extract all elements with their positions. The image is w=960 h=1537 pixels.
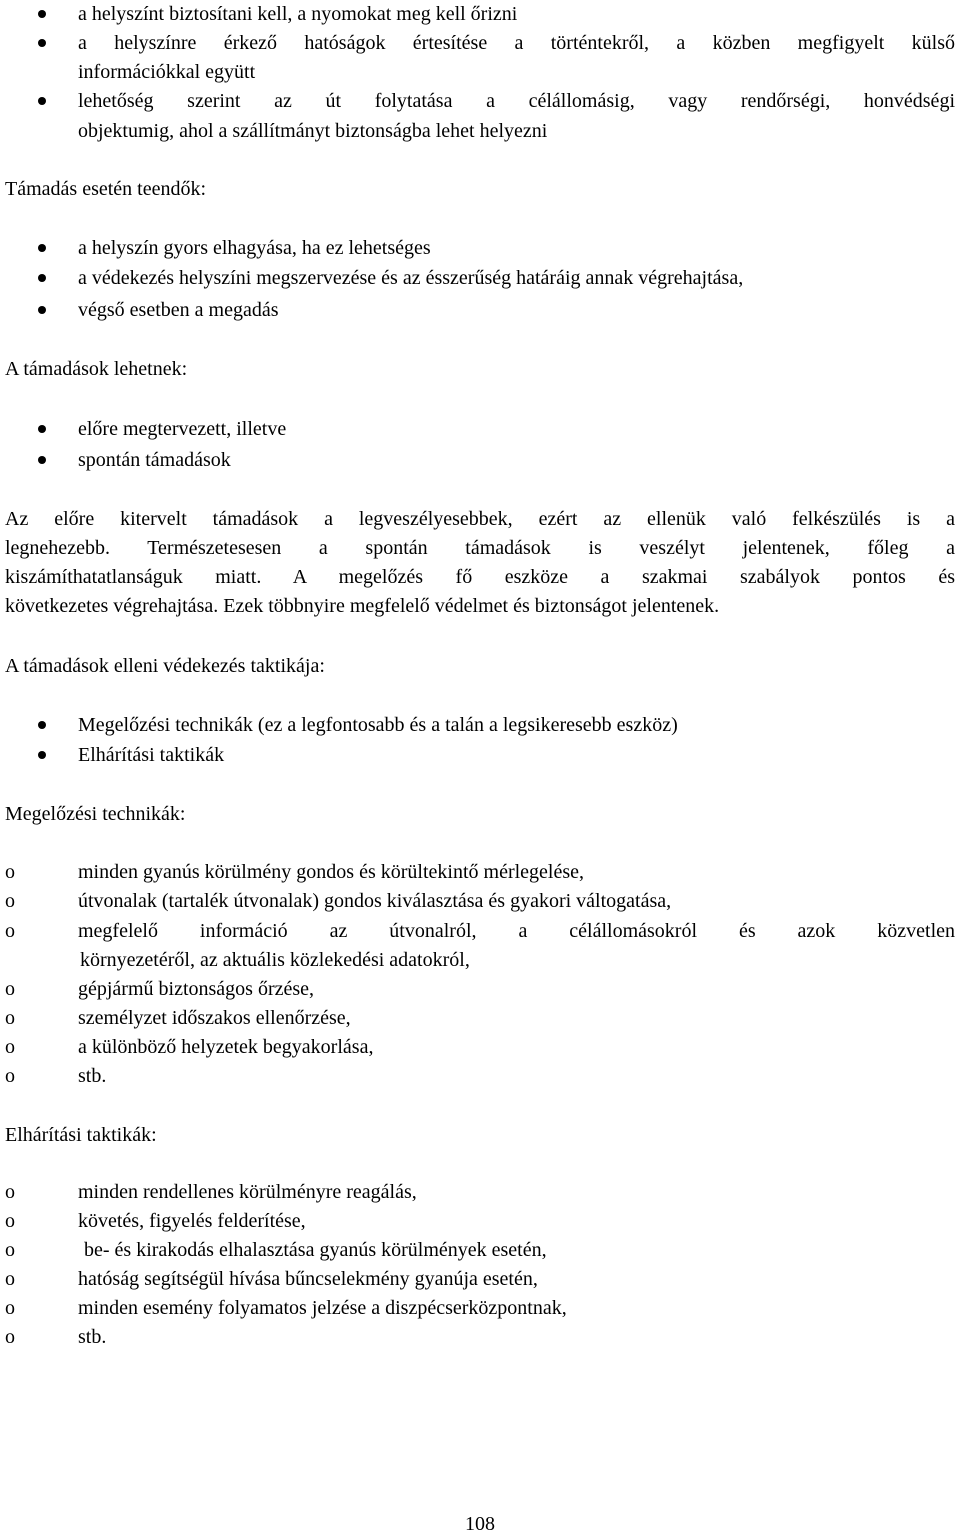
list-item-text: stb. — [78, 1065, 107, 1087]
list-item-text: információkkal együtt — [78, 61, 256, 83]
list-item-text: hatóság segítségül hívása bűncselekmény gyanúja esetén, — [78, 1268, 538, 1290]
paragraph-text: következetes végrehajtása. Ezek többnyire megfelelő védelmet és biztonságot jelentenek. — [5, 595, 720, 617]
heading-text: A támadások elleni védekezés taktikája: — [5, 655, 325, 677]
list-item-text: minden esemény folyamatos jelzése a diszpécserközpontnak, — [78, 1297, 567, 1319]
bullet-icon — [38, 306, 46, 314]
heading-text: Támadás esetén teendők: — [5, 178, 207, 200]
bullet-icon — [38, 10, 46, 18]
heading-text: A támadások lehetnek: — [5, 358, 188, 380]
circle-marker-icon: o — [5, 1268, 15, 1290]
list-item-text: a különböző helyzetek begyakorlása, — [78, 1036, 374, 1058]
list-item-text: spontán támadások — [78, 449, 231, 471]
list-item-text: követés, figyelés felderítése, — [78, 1210, 306, 1232]
list-item-text: a helyszínre érkező hatóságok értesítése a történtekről, a közben megfigyelt külső — [78, 32, 955, 54]
list-item-text: útvonalak (tartalék útvonalak) gondos kiválasztása és gyakori váltogatása, — [78, 890, 672, 912]
paragraph-text: Az előre kitervelt támadások a legveszélyesebbek, ezért az ellenük való felkészülés is a — [5, 508, 955, 530]
list-item-text: gépjármű biztonságos őrzése, — [78, 978, 315, 1000]
list-item-text: be- és kirakodás elhalasztása gyanús körülmények esetén, — [84, 1239, 547, 1261]
list-item-text: lehetőség szerint az út folytatása a célállomásig, vagy rendőrségi, honvédségi — [78, 90, 955, 112]
heading-text: Elhárítási taktikák: — [5, 1124, 157, 1146]
circle-marker-icon: o — [5, 1007, 15, 1029]
circle-marker-icon: o — [5, 920, 15, 942]
bullet-icon — [38, 721, 46, 729]
bullet-icon — [38, 244, 46, 252]
list-item-text: stb. — [78, 1326, 107, 1348]
paragraph-text: legnehezebb. Természetesesen a spontán támadások is veszélyt jelentenek, főleg a — [5, 537, 955, 559]
list-item-text: végső esetben a megadás — [78, 299, 279, 321]
circle-marker-icon: o — [5, 890, 15, 912]
bullet-icon — [38, 425, 46, 433]
circle-marker-icon: o — [5, 978, 15, 1000]
circle-marker-icon: o — [5, 1036, 15, 1058]
circle-marker-icon: o — [5, 1239, 15, 1261]
list-item-text: környezetéről, az aktuális közlekedési adatokról, — [80, 949, 470, 971]
circle-marker-icon: o — [5, 861, 15, 883]
list-item-text: minden rendellenes körülményre reagálás, — [78, 1181, 417, 1203]
list-item-text: a védekezés helyszíni megszervezése és az ésszerűség határáig annak végrehajtása, — [78, 267, 744, 289]
bullet-icon — [38, 456, 46, 464]
circle-marker-icon: o — [5, 1065, 15, 1087]
heading-text: Megelőzési technikák: — [5, 803, 186, 825]
circle-marker-icon: o — [5, 1181, 15, 1203]
paragraph-text: kiszámíthatatlanságuk miatt. A megelőzés fő eszköze a szakmai szabályok pontos és — [5, 566, 955, 588]
circle-marker-icon: o — [5, 1210, 15, 1232]
list-item-text: minden gyanús körülmény gondos és körültekintő mérlegelése, — [78, 861, 585, 883]
circle-marker-icon: o — [5, 1297, 15, 1319]
bullet-icon — [38, 39, 46, 47]
page-number: 108 — [465, 1513, 495, 1535]
list-item-text: személyzet időszakos ellenőrzése, — [78, 1007, 351, 1029]
bullet-icon — [38, 97, 46, 105]
list-item-text: Megelőzési technikák (ez a legfontosabb és a talán a legsikeresebb eszköz) — [78, 714, 678, 736]
circle-marker-icon: o — [5, 1326, 15, 1348]
list-item-text: megfelelő információ az útvonalról, a célállomásokról és azok közvetlen — [78, 920, 955, 942]
bullet-icon — [38, 274, 46, 282]
list-item-text: objektumig, ahol a szállítmányt biztonságba lehet helyezni — [78, 120, 548, 142]
list-item-text: előre megtervezett, illetve — [78, 418, 287, 440]
list-item-text: Elhárítási taktikák — [78, 744, 225, 766]
bullet-icon — [38, 751, 46, 759]
list-item-text: a helyszín gyors elhagyása, ha ez lehetséges — [78, 237, 431, 259]
list-item-text: a helyszínt biztosítani kell, a nyomokat meg kell őrizni — [78, 3, 518, 25]
